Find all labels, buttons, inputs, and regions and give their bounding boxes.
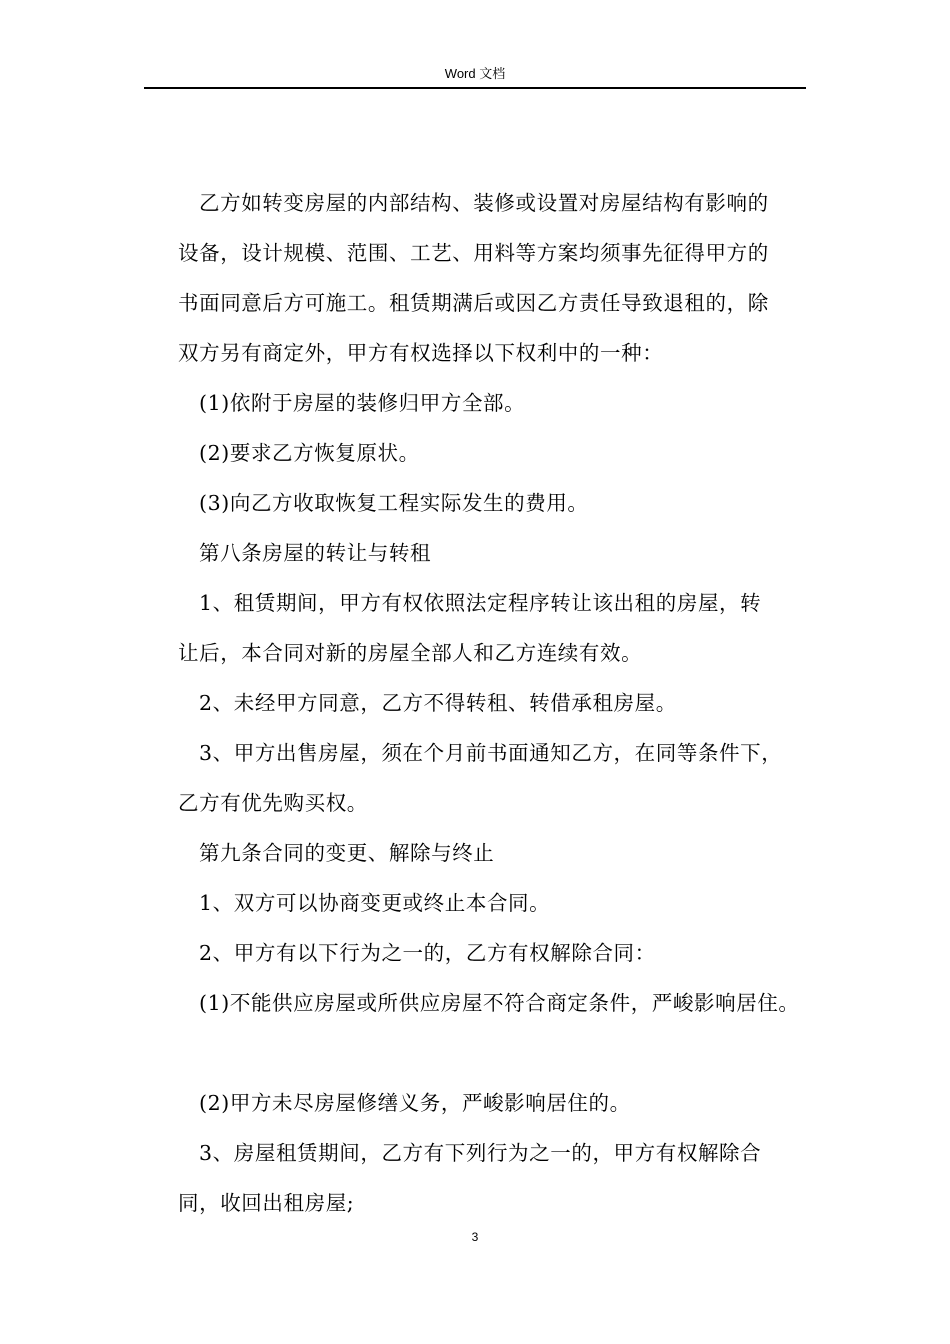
paragraph-line: 2、未经甲方同意，乙方不得转租、转借承租房屋。	[199, 691, 677, 715]
paragraph-line: 乙方有优先购买权。	[178, 791, 368, 815]
paragraph-line: 设备，设计规模、范围、工艺、用料等方案均须事先征得甲方的	[178, 241, 769, 265]
list-item: (3)向乙方收取恢复工程实际发生的费用。	[199, 491, 589, 515]
paragraph-line: 1、双方可以协商变更或终止本合同。	[199, 891, 551, 915]
section-heading: 第八条房屋的转让与转租	[199, 541, 432, 565]
blank-line	[178, 1028, 818, 1078]
header-divider	[144, 87, 806, 89]
paragraph-line: 3、甲方出售房屋，须在个月前书面通知乙方，在同等条件下，	[199, 741, 783, 765]
document-body	[178, 178, 818, 1228]
paragraph-line: 3、房屋租赁期间，乙方有下列行为之一的，甲方有权解除合	[199, 1141, 762, 1165]
page-number: 3	[471, 1230, 479, 1244]
list-item: (2)甲方未尽房屋修缮义务，严峻影响居住的。	[199, 1091, 631, 1115]
paragraph-line: 同，收回出租房屋;	[178, 1191, 355, 1215]
paragraph-line: 双方另有商定外，甲方有权选择以下权利中的一种：	[178, 341, 664, 365]
list-item: (1)依附于房屋的装修归甲方全部。	[199, 391, 526, 415]
paragraph-line: 1、租赁期间，甲方有权依照法定程序转让该出租的房屋，转	[199, 591, 762, 615]
paragraph-line: 书面同意后方可施工。租赁期满后或因乙方责任导致退租的，除	[178, 291, 769, 315]
paragraph-line: 让后，本合同对新的房屋全部人和乙方连续有效。	[178, 641, 643, 665]
paragraph-line: 2、甲方有以下行为之一的，乙方有权解除合同：	[199, 941, 656, 965]
list-item: (2)要求乙方恢复原状。	[199, 441, 420, 465]
paragraph-line: 乙方如转变房屋的内部结构、装修或设置对房屋结构有影响的	[199, 191, 769, 215]
list-item: (1)不能供应房屋或所供应房屋不符合商定条件，严峻影响居住。	[199, 991, 800, 1015]
page-header: Word 文档	[444, 66, 506, 81]
section-heading: 第九条合同的变更、解除与终止	[199, 841, 495, 865]
